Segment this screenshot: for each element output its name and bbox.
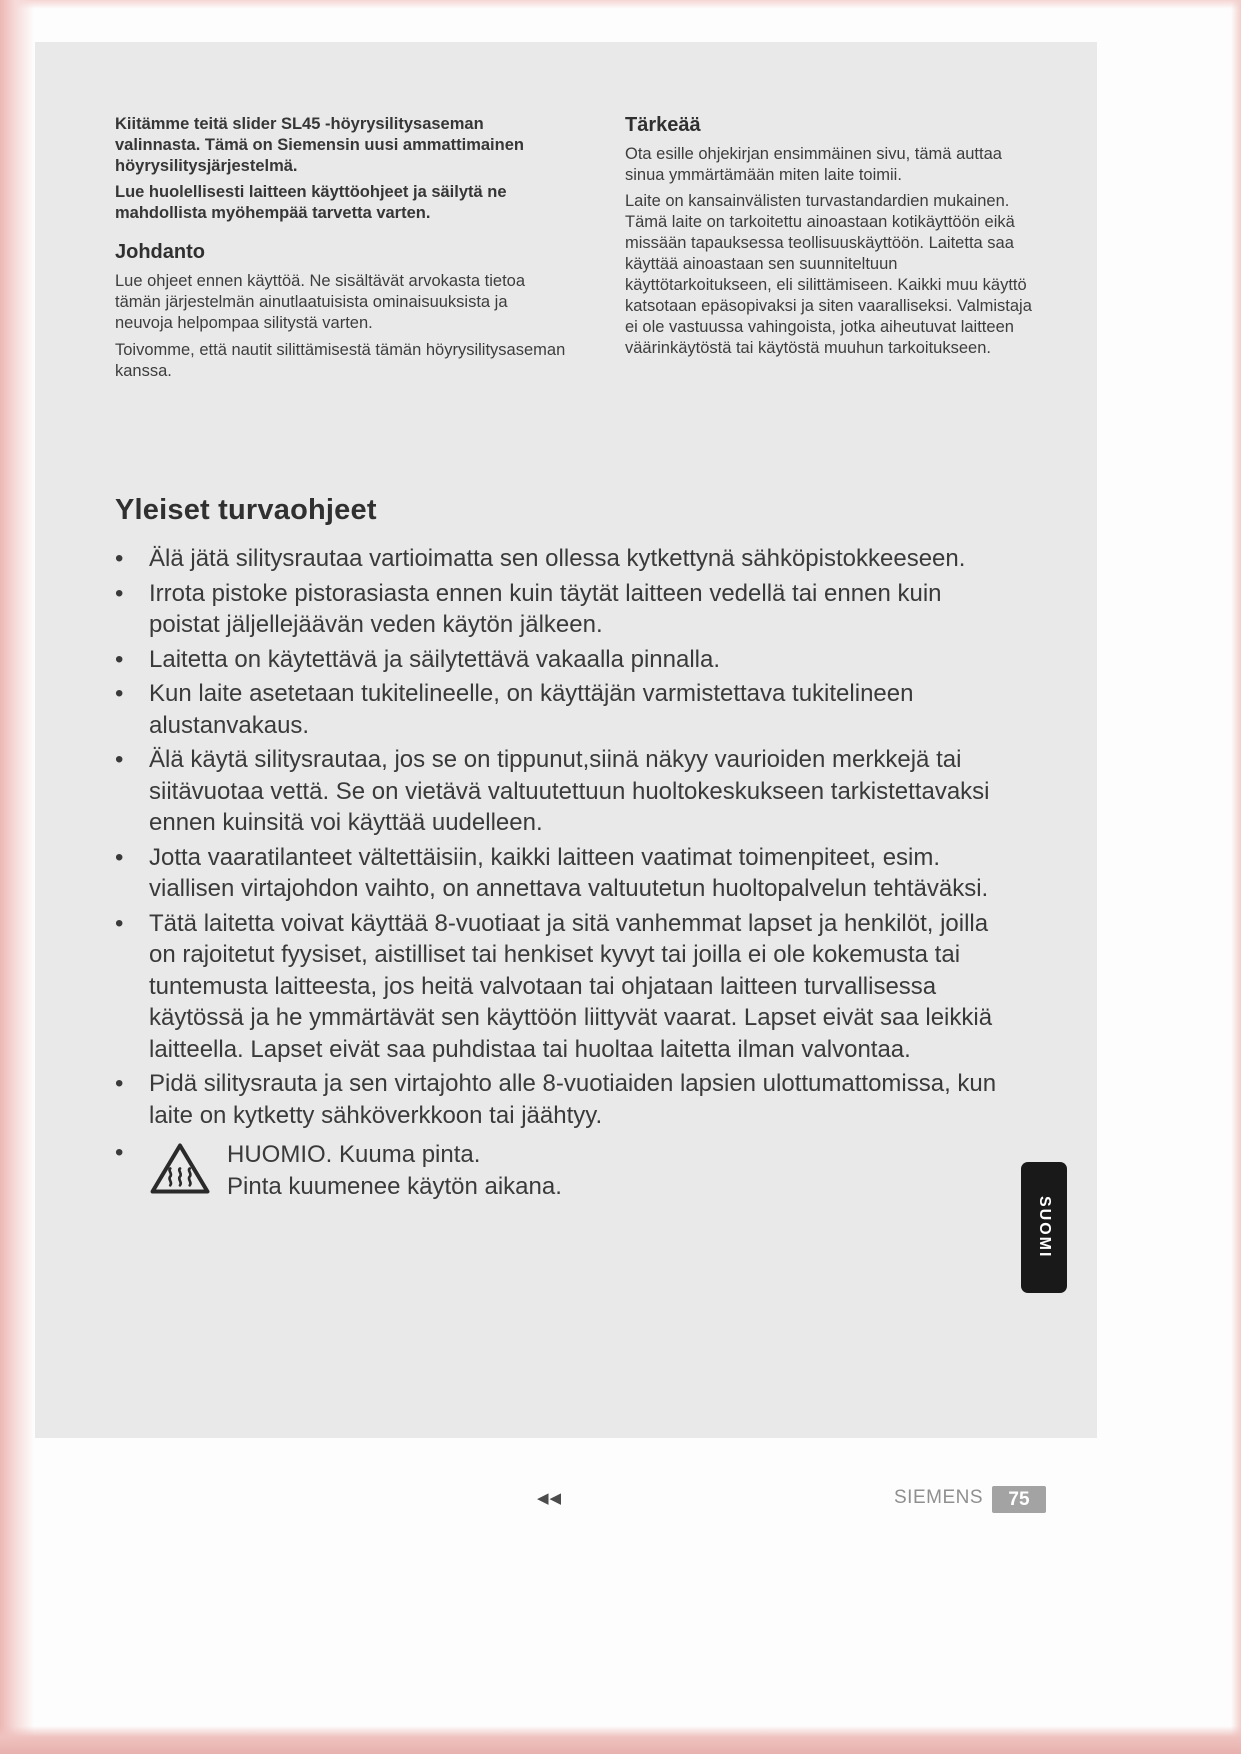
scan-edge-left	[0, 0, 34, 1754]
safety-bullet-text: Irrota pistoke pistorasiasta ennen kuin täytät laitteen vedellä tai ennen kuin poistat jäljellejäävän veden käytön jälkeen.	[149, 579, 942, 638]
bullet-marker: •	[115, 1139, 124, 1166]
bullet-marker: •	[115, 680, 124, 707]
safety-bullet	[115, 678, 1005, 741]
hot-surface-icon	[149, 1141, 213, 1205]
safety-bullet	[115, 908, 1005, 1066]
scan-edge-right	[1231, 0, 1241, 1754]
safety-bullet-text: Älä käytä silitysrautaa, jos se on tippunut,siinä näkyy vaurioiden merkkejä tai siitävuotaa vettä. Se on vietävä valtuutettuun huoltokeskukseen tarkistettavaksi ennen kuinsitä voi käyttää uudelleen.	[149, 746, 990, 836]
safety-bullet	[115, 1068, 1005, 1131]
intro-paragraph-1: Kiitämme teitä slider SL45 -höyrysilitysaseman valinnasta. Tämä on Siemensin uusi ammattimainen höyrysilitysjärjestelmä.	[115, 115, 524, 175]
page-number: 75	[1008, 1488, 1030, 1510]
bullet-marker: •	[115, 909, 124, 937]
content-panel	[35, 42, 1097, 1438]
johdanto-paragraph-2: Toivomme, että nautit silittämisestä tämän höyrysilitysaseman kanssa.	[115, 341, 566, 380]
safety-bullet-text: Laitetta on käytettävä ja säilytettävä vakaalla pinnalla.	[149, 645, 721, 673]
safety-bullet-text: Jotta vaaratilanteet vältettäisiin, kaikki laitteen vaatimat toimenpiteet, esim. viallisen virtajohdon vaihto, on annettava valtuutetun huoltopalvelun tehtäväksi.	[149, 843, 989, 902]
hot-surface-warning	[115, 1137, 1005, 1205]
warning-text	[227, 1137, 1005, 1205]
safety-bullet-text: Tätä laitetta voivat käyttää 8-vuotiaat ja sitä vanhemmat lapset ja henkilöt, joilla on rajoitetut fyysiset, aistilliset tai henkiset kyvyt tai joilla ei ole kokemusta tai tuntemusta laitteesta, jos heitä valvotaan tai ohjataan laitteen turvallisessa käytössä ja he ymmärtävät sen käyttöön liittyvät vaarat. Lapset eivät saa leikkiä laitteella. Lapset eivät saa puhdistaa tai huoltaa laitetta ilman valvontaa.	[149, 909, 993, 1063]
bullet-marker: •	[115, 579, 124, 607]
tarkeaa-paragraph-1: Ota esille ohjekirjan ensimmäinen sivu, tämä auttaa sinua ymmärtämään miten laite toimii.	[625, 145, 1002, 184]
scan-edge-bottom	[0, 1726, 1241, 1754]
safety-bullet-list	[115, 543, 1005, 1131]
bullet-marker: •	[115, 1070, 124, 1097]
safety-bullet	[115, 543, 1005, 575]
bullet-marker: •	[115, 746, 124, 773]
language-tab-label: SUOMI	[1036, 1196, 1053, 1259]
back-arrows-icon: ◀◀	[537, 1490, 563, 1507]
safety-bullet-text: Pidä silitysrauta ja sen virtajohto alle 8-vuotiaiden lapsien ulottumattomissa, kun laite on kytketty sähköverkkoon tai jäähtyy.	[149, 1070, 997, 1129]
bullet-marker: •	[115, 545, 124, 572]
brand-logo: SIEMENS	[894, 1487, 984, 1508]
warning-line-1: HUOMIO. Kuuma pinta.	[227, 1141, 481, 1168]
safety-bullet	[115, 644, 1005, 676]
johdanto-heading: Johdanto	[115, 241, 205, 263]
panel-inner	[35, 42, 1097, 1205]
safety-bullet	[115, 744, 1005, 839]
language-tab-suomi	[1021, 1162, 1067, 1293]
intro-columns	[115, 114, 1097, 382]
page-number-badge	[992, 1486, 1046, 1513]
right-column	[625, 114, 1045, 382]
bullet-marker: •	[115, 843, 124, 871]
warning-line-2: Pinta kuumenee käytön aikana.	[227, 1172, 562, 1200]
intro-paragraph-2: Lue huolellisesti laitteen käyttöohjeet ja säilytä ne mahdollista myöhempää tarvetta varten.	[115, 183, 507, 222]
safety-bullet-text: Älä jätä silitysrautaa vartioimatta sen ollessa kytkettynä sähköpistokkeeseen.	[149, 545, 966, 572]
safety-heading: Yleiset turvaohjeet	[115, 494, 377, 526]
tarkeaa-paragraph-2: Laite on kansainvälisten turvastandardien mukainen. Tämä laite on tarkoitettu ainoastaan kotikäyttöön eikä missään tapauksessa teollisuuskäyttöön. Laitetta saa käyttää ainoastaan sen suunniteltuun käyttötarkoitukseen, eli silittämiseen. Kaikki muu käyttö katsotaan epäsopivaksi ja siten vaaralliseksi. Valmistaja ei ole vastuussa vahingoista, jotka aiheutuvat laitteen väärinkäytöstä tai käytöstä muuhun tarkoitukseen.	[625, 192, 1032, 357]
safety-bullet-text: Kun laite asetetaan tukitelineelle, on käyttäjän varmistettava tukitelineen alustanvakaus.	[149, 680, 914, 739]
tarkeaa-heading: Tärkeää	[625, 114, 701, 136]
johdanto-paragraph-1: Lue ohjeet ennen käyttöä. Ne sisältävät arvokasta tietoa tämän järjestelmän ainutlaatuisista ominaisuuksista ja neuvoja helpompaa silitystä varten.	[115, 272, 526, 332]
scan-edge-top	[0, 0, 1241, 9]
safety-bullet	[115, 578, 1005, 641]
bullet-marker: •	[115, 645, 124, 673]
safety-bullet	[115, 842, 1005, 905]
left-column	[115, 114, 567, 382]
safety-section	[115, 494, 1097, 1205]
